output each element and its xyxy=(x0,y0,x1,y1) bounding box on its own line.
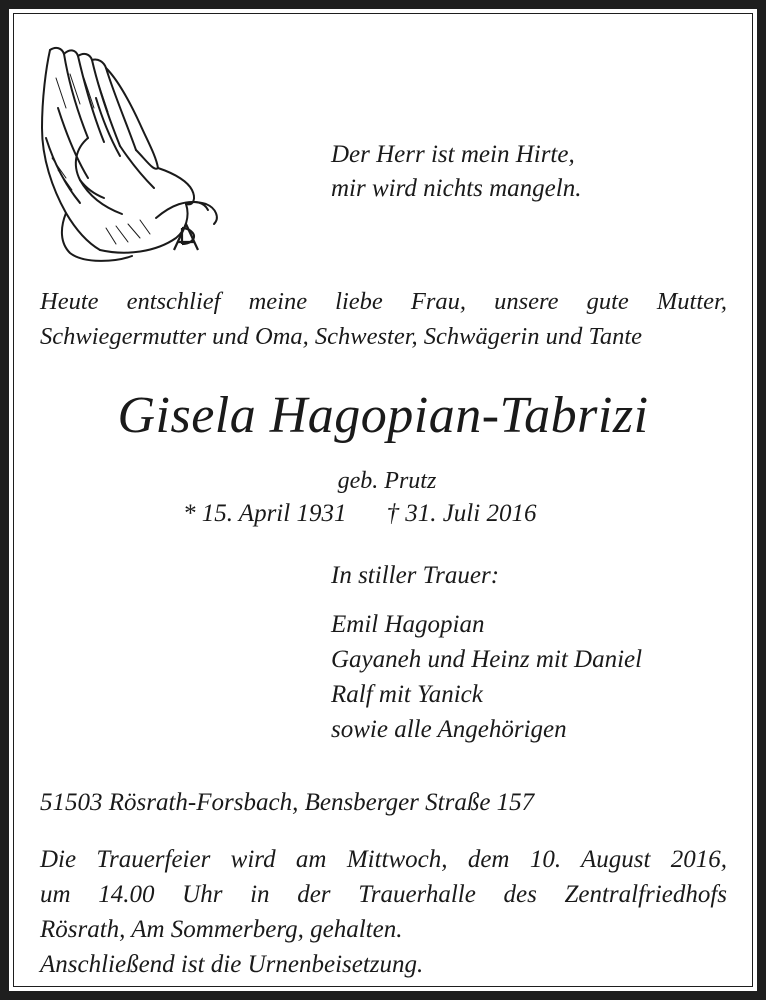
verse-line-2: mir wird nichts mangeln. xyxy=(331,175,582,202)
funeral-line-4: Anschließend ist die Urnenbeisetzung. xyxy=(40,951,424,978)
maiden-name: geb. Prutz xyxy=(337,468,437,494)
mourner-item: Gayaneh und Heinz mit Daniel xyxy=(331,646,643,673)
funeral-line-1: Die Trauerfeier wird am Mittwoch, dem 10. August 2016, xyxy=(40,846,727,873)
intro-line-1: Heute entschlief meine liebe Frau, unsere gute Mutter, xyxy=(40,288,727,315)
verse-line-1: Der Herr ist mein Hirte, xyxy=(331,141,575,168)
mourners-list xyxy=(331,607,642,747)
intro-line-2: Schwiegermutter und Oma, Schwester, Schwägerin und Tante xyxy=(40,323,643,350)
life-dates xyxy=(183,498,603,530)
birth-date: * 15. April 1931 xyxy=(183,500,347,527)
deceased-name: Gisela Hagopian-Tabrizi xyxy=(117,387,649,444)
funeral-line-2: um 14.00 Uhr in der Trauerhalle des Zentralfriedhofs xyxy=(40,881,727,908)
announcement-intro xyxy=(40,284,727,354)
funeral-details xyxy=(40,842,727,982)
mourning-heading: In stiller Trauer: xyxy=(331,562,500,589)
death-date: † 31. Juli 2016 xyxy=(386,500,537,527)
family-address: 51503 Rösrath-Forsbach, Bensberger Straße 157 xyxy=(40,789,535,816)
scripture-verse xyxy=(331,138,731,206)
praying-hands-icon xyxy=(36,38,226,268)
funeral-line-3: Rösrath, Am Sommerberg, gehalten. xyxy=(40,916,403,943)
mourner-item: Ralf mit Yanick xyxy=(331,681,483,708)
mourner-item: Emil Hagopian xyxy=(331,611,485,638)
mourner-item: sowie alle Angehörigen xyxy=(331,716,567,743)
